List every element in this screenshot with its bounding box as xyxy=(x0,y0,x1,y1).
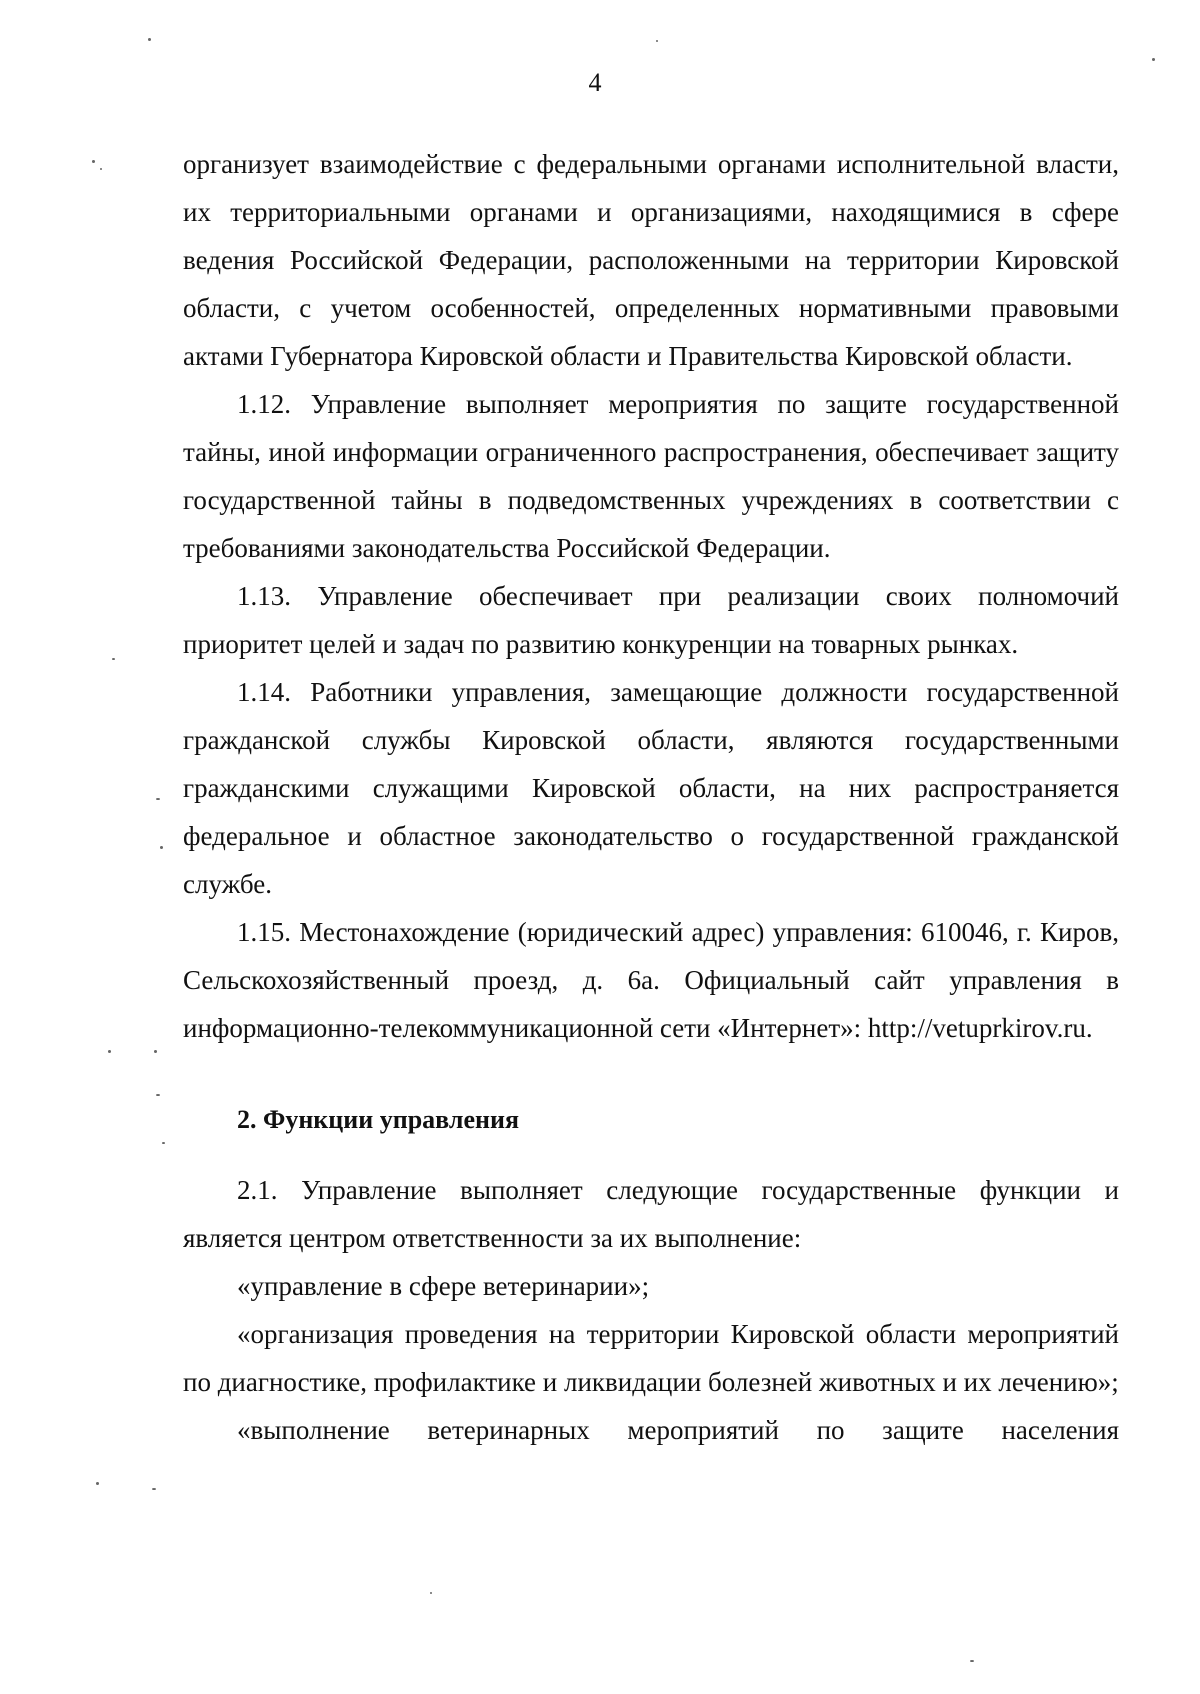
paragraph-1-12: 1.12. Управление выполняет мероприятия по защите государственной тайны, иной информации ограниченного распространения, обеспечивает защиту государственной тайны в подведомственных учреждениях в соответствии с требованиями законодательства Российской Федерации. xyxy=(183,389,1119,563)
scan-speck xyxy=(148,38,151,41)
section-spacer xyxy=(183,1052,1119,1074)
paragraph-continuation: организует взаимодействие с федеральными органами исполнительной власти, их территориальными органами и организациями, находящимися в сфере ведения Российской Федерации, расположенными на территории Кировской области, с учетом особенностей, определенных нормативными правовыми актами Губернатора Кировской области и Правительства Кировской области. xyxy=(183,149,1119,371)
scan-speck xyxy=(112,658,115,660)
function-item: «организация проведения на территории Кировской области мероприятий по диагностике, профилактике и ликвидации болезней животных и их лечению»; xyxy=(183,1319,1119,1397)
scan-speck xyxy=(152,1488,156,1490)
scan-speck xyxy=(162,1142,165,1144)
function-item: «управление в сфере ветеринарии»; xyxy=(237,1271,650,1301)
paragraph-1-13: 1.13. Управление обеспечивает при реализации своих полномочий приоритет целей и задач по развитию конкуренции на товарных рынках. xyxy=(183,581,1119,659)
scan-speck xyxy=(156,798,160,800)
scan-speck xyxy=(430,1592,432,1594)
paragraph-2-1: 2.1. Управление выполняет следующие государственные функции и является центром ответственности за их выполнение: xyxy=(183,1175,1119,1253)
scan-speck xyxy=(656,40,658,42)
scan-speck xyxy=(156,1094,160,1096)
function-item-trailing: «выполнение ветеринарных мероприятий по защите населения xyxy=(237,1415,1119,1445)
scan-speck xyxy=(160,846,163,849)
scan-speck xyxy=(154,1050,157,1053)
scan-speck xyxy=(100,168,102,170)
scan-speck xyxy=(1152,58,1155,61)
section-spacer xyxy=(183,1144,1119,1166)
paragraph-1-14: 1.14. Работники управления, замещающие должности государственной гражданской службы Кировской области, являются государственными гражданскими служащими Кировской области, на них распространяется федеральное и областное законодательство о государственной гражданской службе. xyxy=(183,677,1119,899)
scan-speck xyxy=(96,1482,99,1485)
scan-speck xyxy=(970,1660,974,1662)
scan-speck xyxy=(92,160,95,163)
scan-speck xyxy=(108,1050,111,1053)
page-number: 4 xyxy=(588,68,602,97)
document-body xyxy=(183,140,1119,1454)
section-heading: 2. Функции управления xyxy=(237,1105,520,1134)
paragraph-1-15: 1.15. Местонахождение (юридический адрес) управления: 610046, г. Киров, Сельскохозяйственный проезд, д. 6а. Официальный сайт управления в информационно-телекоммуникационной сети «Интернет»: http://vetuprkirov.ru. xyxy=(183,917,1119,1043)
